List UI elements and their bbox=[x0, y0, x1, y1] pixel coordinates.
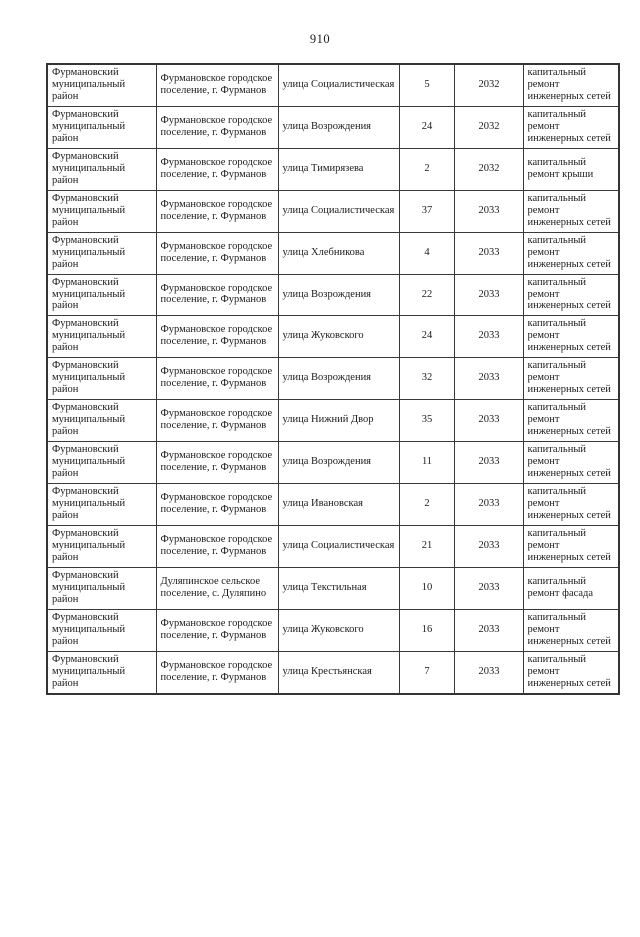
cell-street: улица Возрождения bbox=[278, 106, 399, 148]
cell-street: улица Крестьянская bbox=[278, 651, 399, 693]
cell-house: 7 bbox=[399, 651, 454, 693]
cell-street: улица Социалистическая bbox=[278, 525, 399, 567]
cell-street: улица Жуковского bbox=[278, 609, 399, 651]
cell-house: 21 bbox=[399, 525, 454, 567]
cell-year: 2032 bbox=[454, 64, 523, 106]
cell-settlement: Фурмановское городское поселение, г. Фурманов bbox=[156, 400, 278, 442]
cell-work: капитальный ремонт инженерных сетей bbox=[523, 106, 619, 148]
table-row bbox=[47, 609, 619, 651]
cell-district: Фурмановский муниципальный район bbox=[47, 358, 156, 400]
cell-year: 2033 bbox=[454, 232, 523, 274]
cell-year: 2033 bbox=[454, 442, 523, 484]
cell-settlement: Фурмановское городское поселение, г. Фурманов bbox=[156, 148, 278, 190]
cell-year: 2033 bbox=[454, 567, 523, 609]
cell-work: капитальный ремонт инженерных сетей bbox=[523, 358, 619, 400]
table-row bbox=[47, 106, 619, 148]
cell-street: улица Социалистическая bbox=[278, 190, 399, 232]
cell-work: капитальный ремонт инженерных сетей bbox=[523, 484, 619, 526]
table-row bbox=[47, 148, 619, 190]
cell-street: улица Текстильная bbox=[278, 567, 399, 609]
cell-district: Фурмановский муниципальный район bbox=[47, 190, 156, 232]
cell-house: 22 bbox=[399, 274, 454, 316]
cell-work: капитальный ремонт инженерных сетей bbox=[523, 64, 619, 106]
cell-year: 2033 bbox=[454, 651, 523, 693]
cell-street: улица Социалистическая bbox=[278, 64, 399, 106]
repair-schedule-table bbox=[46, 63, 620, 695]
page-number: 910 bbox=[309, 32, 331, 46]
cell-district: Фурмановский муниципальный район bbox=[47, 442, 156, 484]
cell-year: 2033 bbox=[454, 484, 523, 526]
cell-house: 11 bbox=[399, 442, 454, 484]
cell-district: Фурмановский муниципальный район bbox=[47, 651, 156, 693]
cell-house: 37 bbox=[399, 190, 454, 232]
cell-street: улица Нижний Двор bbox=[278, 400, 399, 442]
table-row bbox=[47, 358, 619, 400]
cell-house: 2 bbox=[399, 484, 454, 526]
table-body bbox=[47, 64, 619, 694]
cell-district: Фурмановский муниципальный район bbox=[47, 64, 156, 106]
table-row bbox=[47, 442, 619, 484]
cell-street: улица Возрождения bbox=[278, 442, 399, 484]
cell-house: 35 bbox=[399, 400, 454, 442]
table-row bbox=[47, 232, 619, 274]
cell-house: 32 bbox=[399, 358, 454, 400]
cell-year: 2033 bbox=[454, 316, 523, 358]
table-row bbox=[47, 274, 619, 316]
cell-street: улица Жуковского bbox=[278, 316, 399, 358]
cell-settlement: Фурмановское городское поселение, г. Фурманов bbox=[156, 442, 278, 484]
cell-house: 16 bbox=[399, 609, 454, 651]
cell-house: 4 bbox=[399, 232, 454, 274]
cell-district: Фурмановский муниципальный район bbox=[47, 316, 156, 358]
table-row bbox=[47, 525, 619, 567]
cell-district: Фурмановский муниципальный район bbox=[47, 609, 156, 651]
table-row bbox=[47, 400, 619, 442]
cell-house: 24 bbox=[399, 106, 454, 148]
cell-street: улица Возрождения bbox=[278, 358, 399, 400]
cell-work: капитальный ремонт инженерных сетей bbox=[523, 525, 619, 567]
cell-settlement: Фурмановское городское поселение, г. Фурманов bbox=[156, 232, 278, 274]
cell-settlement: Фурмановское городское поселение, г. Фурманов bbox=[156, 64, 278, 106]
cell-settlement: Фурмановское городское поселение, г. Фурманов bbox=[156, 190, 278, 232]
table-row bbox=[47, 651, 619, 693]
cell-work: капитальный ремонт инженерных сетей bbox=[523, 232, 619, 274]
cell-street: улица Тимирязева bbox=[278, 148, 399, 190]
cell-year: 2033 bbox=[454, 358, 523, 400]
cell-district: Фурмановский муниципальный район bbox=[47, 567, 156, 609]
cell-year: 2032 bbox=[454, 148, 523, 190]
cell-house: 10 bbox=[399, 567, 454, 609]
cell-settlement: Фурмановское городское поселение, г. Фурманов bbox=[156, 525, 278, 567]
cell-district: Фурмановский муниципальный район bbox=[47, 148, 156, 190]
cell-house: 2 bbox=[399, 148, 454, 190]
cell-district: Фурмановский муниципальный район bbox=[47, 106, 156, 148]
cell-settlement: Фурмановское городское поселение, г. Фурманов bbox=[156, 651, 278, 693]
table-row bbox=[47, 64, 619, 106]
cell-work: капитальный ремонт крыши bbox=[523, 148, 619, 190]
cell-district: Фурмановский муниципальный район bbox=[47, 525, 156, 567]
cell-street: улица Возрождения bbox=[278, 274, 399, 316]
table-row bbox=[47, 190, 619, 232]
cell-year: 2033 bbox=[454, 190, 523, 232]
cell-work: капитальный ремонт инженерных сетей bbox=[523, 651, 619, 693]
cell-work: капитальный ремонт инженерных сетей bbox=[523, 442, 619, 484]
cell-settlement: Фурмановское городское поселение, г. Фурманов bbox=[156, 106, 278, 148]
cell-street: улица Хлебникова bbox=[278, 232, 399, 274]
cell-year: 2032 bbox=[454, 106, 523, 148]
cell-house: 24 bbox=[399, 316, 454, 358]
cell-street: улица Ивановская bbox=[278, 484, 399, 526]
cell-work: капитальный ремонт инженерных сетей bbox=[523, 316, 619, 358]
cell-work: капитальный ремонт инженерных сетей bbox=[523, 400, 619, 442]
cell-year: 2033 bbox=[454, 609, 523, 651]
cell-year: 2033 bbox=[454, 400, 523, 442]
cell-work: капитальный ремонт инженерных сетей bbox=[523, 274, 619, 316]
cell-work: капитальный ремонт инженерных сетей bbox=[523, 190, 619, 232]
cell-settlement: Фурмановское городское поселение, г. Фурманов bbox=[156, 274, 278, 316]
cell-district: Фурмановский муниципальный район bbox=[47, 484, 156, 526]
cell-district: Фурмановский муниципальный район bbox=[47, 400, 156, 442]
cell-work: капитальный ремонт фасада bbox=[523, 567, 619, 609]
cell-settlement: Фурмановское городское поселение, г. Фурманов bbox=[156, 316, 278, 358]
cell-year: 2033 bbox=[454, 525, 523, 567]
cell-house: 5 bbox=[399, 64, 454, 106]
table-row bbox=[47, 484, 619, 526]
cell-settlement: Фурмановское городское поселение, г. Фурманов bbox=[156, 484, 278, 526]
cell-year: 2033 bbox=[454, 274, 523, 316]
table-row bbox=[47, 567, 619, 609]
cell-district: Фурмановский муниципальный район bbox=[47, 232, 156, 274]
cell-district: Фурмановский муниципальный район bbox=[47, 274, 156, 316]
cell-work: капитальный ремонт инженерных сетей bbox=[523, 609, 619, 651]
cell-settlement: Фурмановское городское поселение, г. Фурманов bbox=[156, 609, 278, 651]
table-row bbox=[47, 316, 619, 358]
cell-settlement: Фурмановское городское поселение, г. Фурманов bbox=[156, 358, 278, 400]
cell-settlement: Дуляпинское сельское поселение, с. Дуляпино bbox=[156, 567, 278, 609]
document-page bbox=[0, 32, 640, 695]
